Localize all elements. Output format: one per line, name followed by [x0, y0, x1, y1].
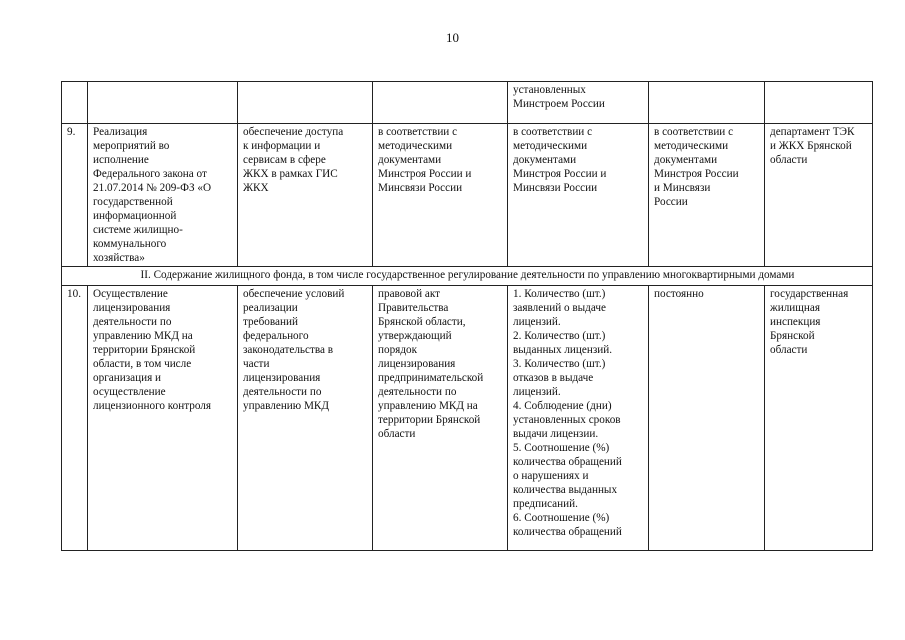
- cell-responsible: [765, 82, 873, 124]
- cell-deadline: в соответствии с методическими документами Минстроя России и Минсвязи России: [649, 124, 765, 267]
- section-heading: II. Содержание жилищного фонда, в том числе государственное регулирование деятельности по управлению многоквартирными домами: [62, 267, 873, 286]
- cell-measure: Реализация мероприятий во исполнение Федерального закона от 21.07.2014 № 209-ФЗ «О государственной информационной системе жилищно- коммунального хозяйства»: [88, 124, 238, 267]
- table-row-10: [62, 286, 873, 551]
- cell-indicator: 1. Количество (шт.) заявлений о выдаче лицензий. 2. Количество (шт.) выданных лицензий. 3. Количество (шт.) отказов в выдаче лицензий. 4. Соблюдение (дни) установленных сроков выдачи лицензии. 5. Соотношение (%) количества обращений о нарушениях и количества выданных предписаний. 6. Соотношение (%) количества обращений: [508, 286, 649, 551]
- cell-responsible: департамент ТЭК и ЖКХ Брянской области: [765, 124, 873, 267]
- cell-measure: Осуществление лицензирования деятельности по управлению МКД на территории Брянской области, в том числе организация и осуществление лицензионного контроля: [88, 286, 238, 551]
- table-row-9: [62, 124, 873, 267]
- cell-indicator: в соответствии с методическими документами Минстроя России и Минсвязи России: [508, 124, 649, 267]
- cell-deadline: [649, 82, 765, 124]
- section-heading-row: [62, 267, 873, 286]
- table-row-continuation: [62, 82, 873, 124]
- cell-responsible: государственная жилищная инспекция Брянской области: [765, 286, 873, 551]
- cell-document: в соответствии с методическими документами Минстроя России и Минсвязи России: [373, 124, 508, 267]
- cell-num: [62, 82, 88, 124]
- cell-result: обеспечение условий реализации требований федерального законодательства в части лицензирования деятельности по управлению МКД: [238, 286, 373, 551]
- measures-table: [61, 81, 873, 551]
- cell-measure: [88, 82, 238, 124]
- cell-document: правовой акт Правительства Брянской области, утверждающий порядок лицензирования предпринимательской деятельности по управлению МКД на территории Брянской области: [373, 286, 508, 551]
- cell-num: 10.: [62, 286, 88, 551]
- cell-document: [373, 82, 508, 124]
- cell-deadline: постоянно: [649, 286, 765, 551]
- cell-num: 9.: [62, 124, 88, 267]
- cell-result: обеспечение доступа к информации и сервисам в сфере ЖКХ в рамках ГИС ЖКХ: [238, 124, 373, 267]
- cell-indicator: установленных Минстроем России: [508, 82, 649, 124]
- page-number: 10: [446, 30, 459, 45]
- cell-result: [238, 82, 373, 124]
